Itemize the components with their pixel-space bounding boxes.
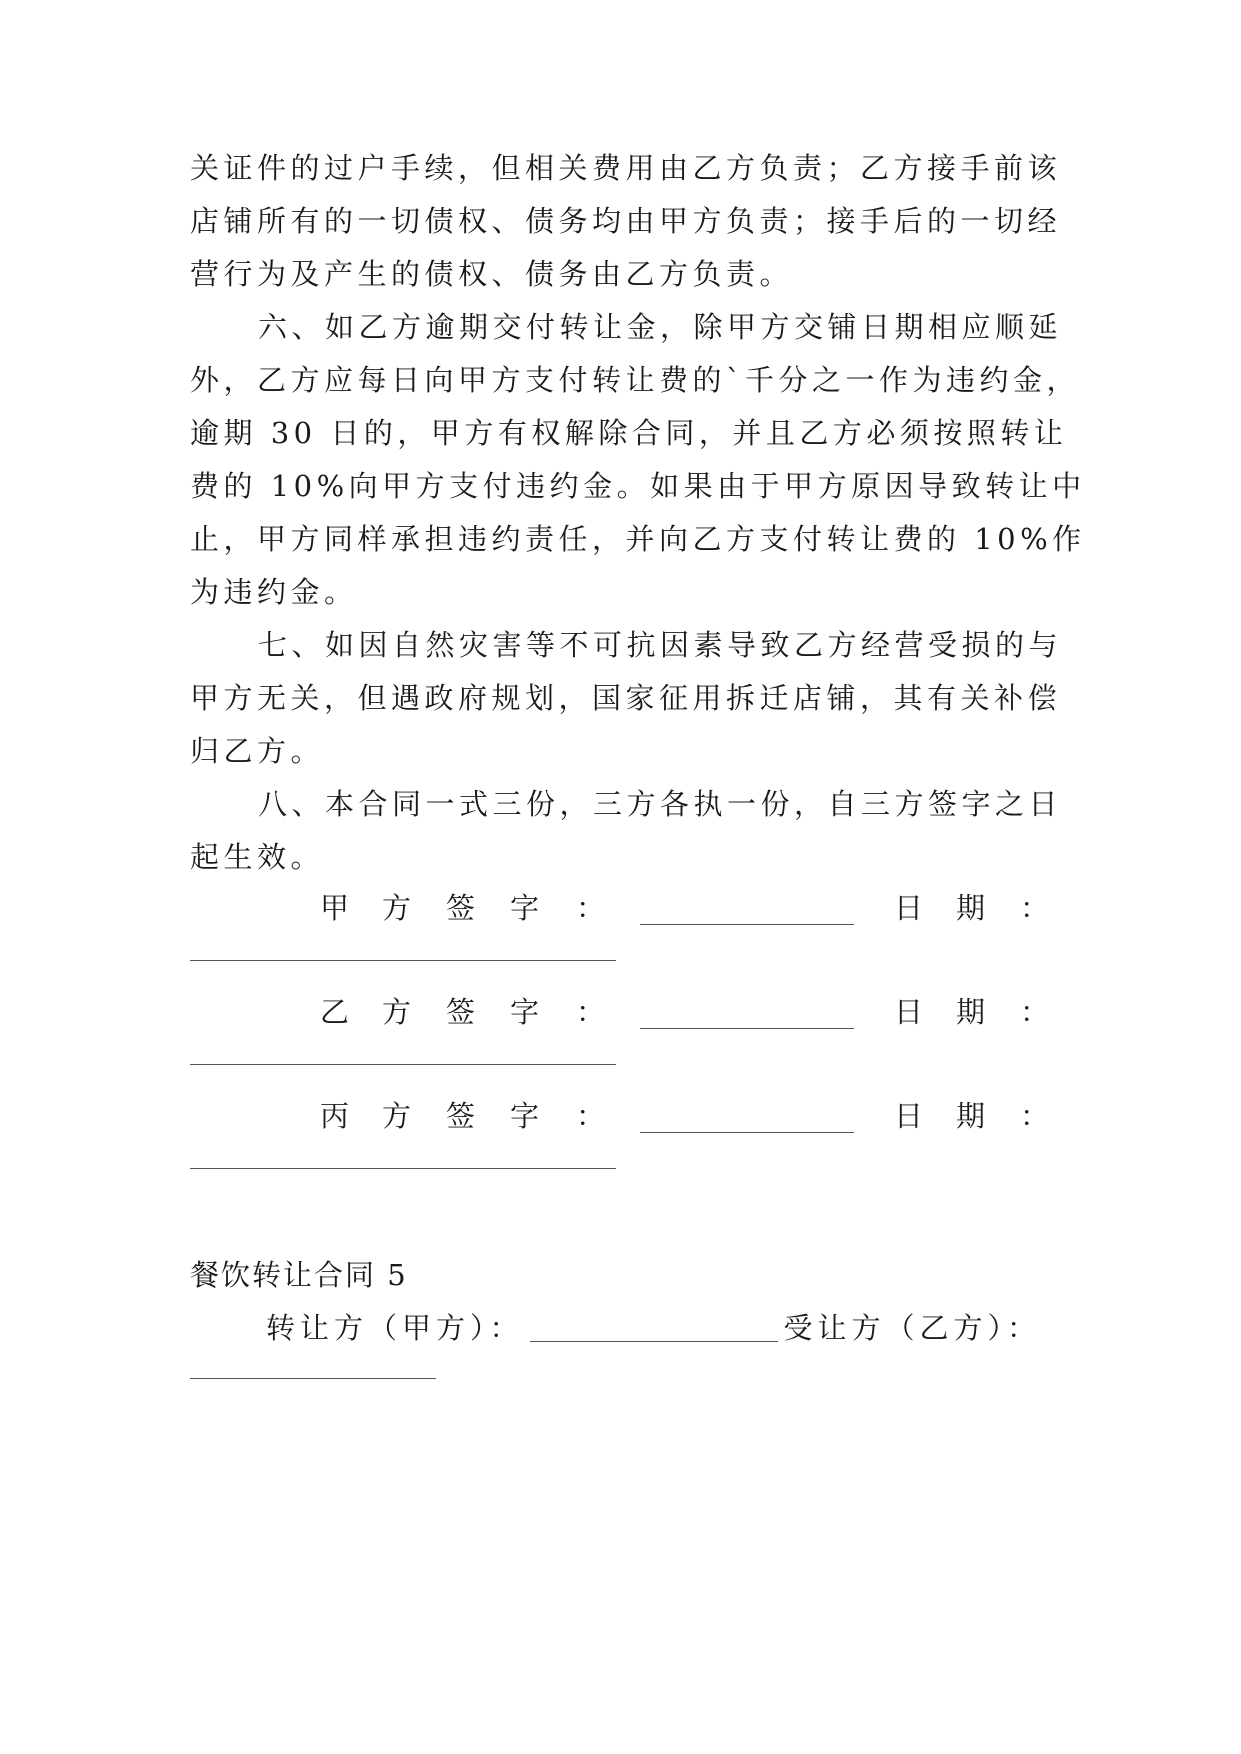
date-label-char: 日 [894,1099,924,1133]
sig-label-char: 签 [446,891,476,925]
sig-label-char: ： [576,1099,606,1133]
text-line: 外，乙方应每日向甲方支付转让费的`千分之一作为违约金， [190,363,1081,397]
sig-label-char: 方 [382,891,412,925]
signature-blank [640,924,854,925]
signature-row-party-b [190,994,1056,1034]
text-line: 逾期 30 日的，甲方有权解除合同，并且乙方必须按照转让 [190,416,1068,450]
sig-label-char: 字 [510,891,540,925]
transferor-blank [530,1341,778,1342]
sig-label-char: 乙 [320,995,350,1029]
date-label-char: 期 [956,1099,986,1133]
signature-row-party-c [190,1098,1056,1138]
text-line: 营行为及产生的债权、债务由乙方负责。 [190,257,794,291]
text-line: 费的 10%向甲方支付违约金。如果由于甲方原因导致转让中 [190,469,1086,503]
date-label-char: 日 [894,995,924,1029]
date-blank [190,1168,616,1169]
sig-label-char: 字 [510,1099,540,1133]
text-line: 甲方无关，但遇政府规划，国家征用拆迁店铺，其有关补偿 [190,681,1062,715]
date-label-char: 期 [956,995,986,1029]
sig-label-char: 方 [382,1099,412,1133]
text-line: 七、如因自然灾害等不可抗因素导致乙方经营受损的与 [258,628,1063,662]
text-line: 关证件的过户手续，但相关费用由乙方负责；乙方接手前该 [190,151,1062,185]
date-label-char: ： [1020,1099,1050,1133]
sig-label-char: 甲 [320,891,350,925]
sig-label-char: 方 [382,995,412,1029]
sig-label-char: ： [576,891,606,925]
date-label-char: ： [1020,995,1050,1029]
text-line: 八、本合同一式三份，三方各执一份，自三方签字之日 [258,787,1063,821]
sig-label-char: 丙 [320,1099,350,1133]
text-line: 为违约金。 [190,575,358,609]
text-line: 起生效。 [190,840,325,874]
sig-label-char: 签 [446,1099,476,1133]
transferee-label: 受让方（乙方）： [783,1311,1042,1345]
text-line: 六、如乙方逾期交付转让金，除甲方交铺日期相应顺延 [258,310,1063,344]
sig-label-char: 签 [446,995,476,1029]
transferee-blank [190,1378,436,1379]
sig-label-char: 字 [510,995,540,1029]
signature-blank [640,1028,854,1029]
text-line: 店铺所有的一切债权、债务均由甲方负责；接手后的一切经 [190,204,1062,238]
contract-title: 餐饮转让合同 5 [190,1258,408,1292]
date-label-char: 日 [894,891,924,925]
sig-label-char: ： [576,995,606,1029]
text-line: 归乙方。 [190,734,325,768]
signature-blank [640,1132,854,1133]
date-label-char: ： [1020,891,1050,925]
signature-row-party-a [190,890,1056,930]
date-blank [190,1064,616,1065]
text-line: 止，甲方同样承担违约责任，并向乙方支付转让费的 10%作 [190,522,1086,556]
date-label-char: 期 [956,891,986,925]
transferor-label: 转让方（甲方）： [266,1311,524,1345]
party-row [266,1310,1041,1346]
date-blank [190,960,616,961]
